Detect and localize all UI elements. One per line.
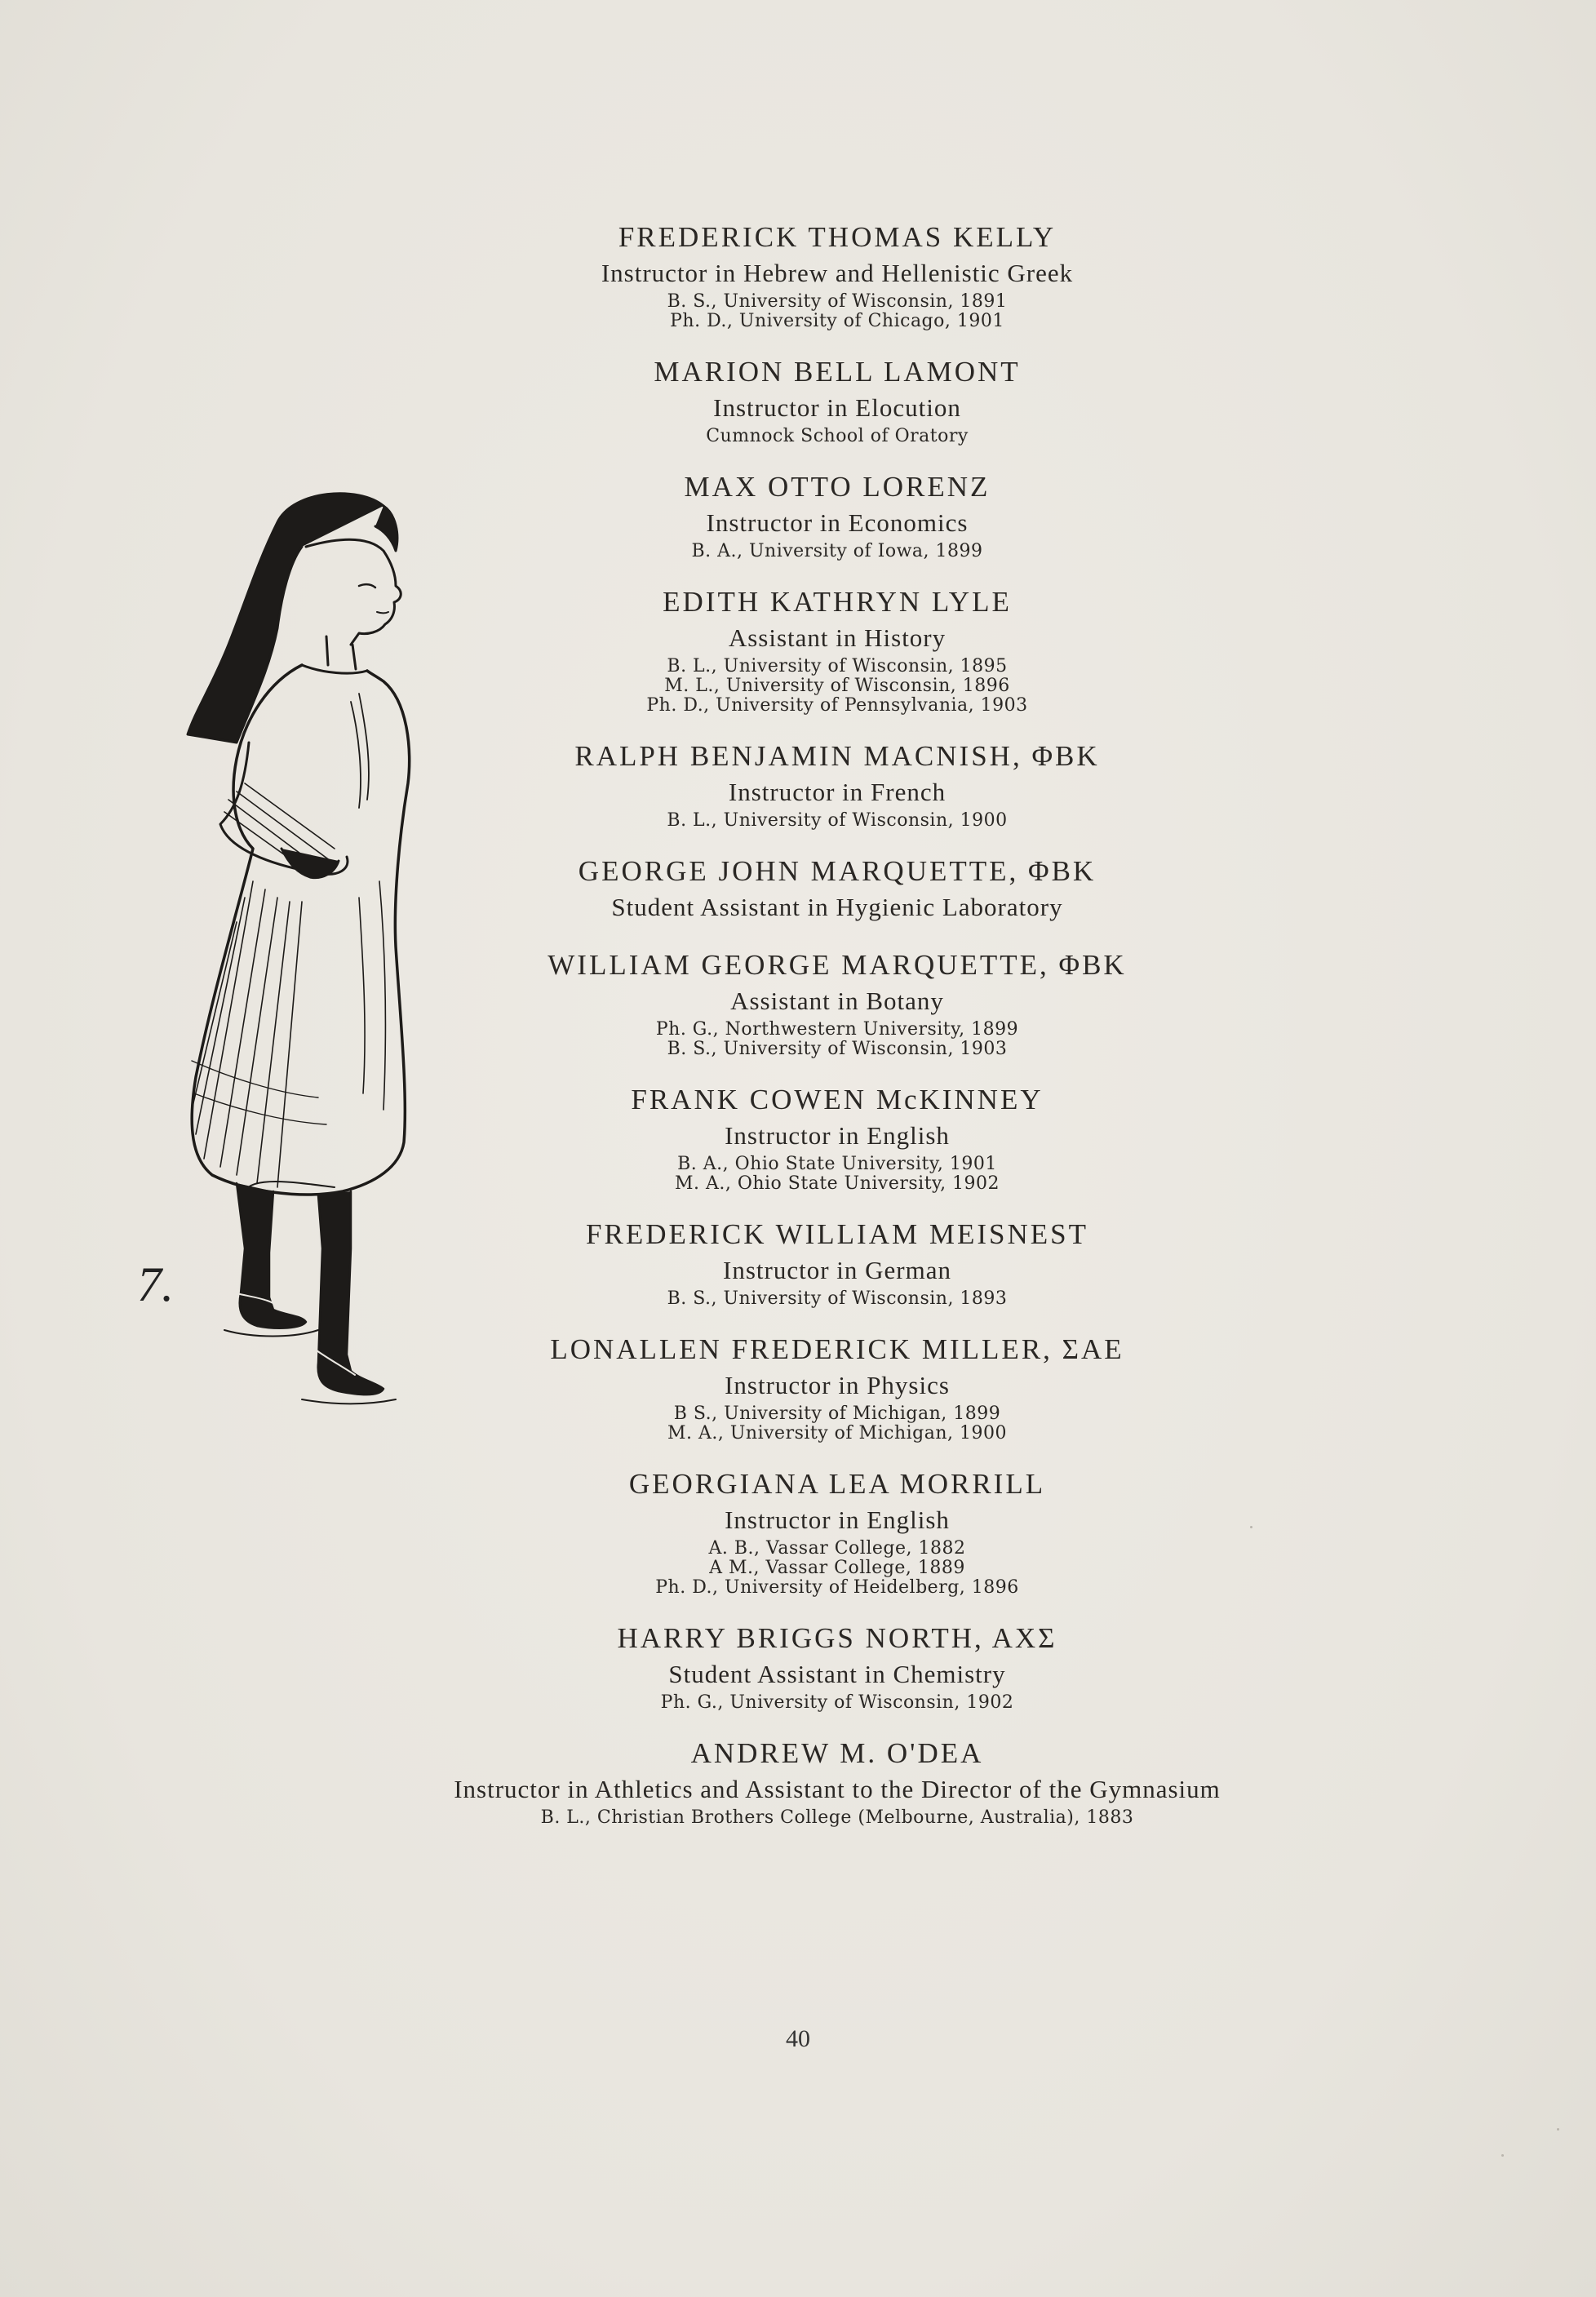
faculty-degrees <box>348 811 1327 831</box>
faculty-degrees <box>348 1155 1327 1194</box>
faculty-name: MARION BELL LAMONT <box>654 356 1021 388</box>
degree-line: A. B., Vassar College, 1882 <box>708 1538 966 1559</box>
faculty-title: Instructor in Hebrew and Hellenistic Greek <box>601 259 1074 287</box>
faculty-title: Assistant in Botany <box>730 987 944 1015</box>
faculty-title: Instructor in Elocution <box>713 393 961 422</box>
degree-line: Ph. G., Northwestern University, 1899 <box>655 1019 1019 1040</box>
faculty-entry <box>348 1331 1327 1443</box>
degree-line: B. A., Ohio State University, 1901 <box>677 1154 997 1174</box>
faculty-title: Student Assistant in Chemistry <box>668 1660 1006 1688</box>
faculty-degrees <box>348 1808 1327 1828</box>
sketch-mark: 7. <box>137 1257 174 1311</box>
faculty-entry <box>348 468 1327 561</box>
faculty-entry <box>348 1216 1327 1309</box>
faculty-title: Instructor in Economics <box>706 508 969 537</box>
faculty-title: Instructor in Physics <box>725 1371 950 1399</box>
degree-line: B. S., University of Wisconsin, 1893 <box>667 1288 1008 1309</box>
faculty-name: FRANK COWEN McKINNEY <box>631 1084 1044 1115</box>
faculty-name: WILLIAM GEORGE MARQUETTE, ΦBK <box>548 949 1127 981</box>
faculty-title: Instructor in French <box>728 778 947 806</box>
faculty-name: GEORGIANA LEA MORRILL <box>628 1468 1046 1500</box>
degree-line: B. S., University of Wisconsin, 1891 <box>667 291 1008 312</box>
faculty-degrees <box>348 292 1327 331</box>
faculty-title: Assistant in History <box>728 623 947 652</box>
faculty-name: HARRY BRIGGS NORTH, AXΣ <box>617 1622 1057 1654</box>
faculty-name: LONALLEN FREDERICK MILLER, ΣAE <box>550 1333 1124 1365</box>
degree-line: A M., Vassar College, 1889 <box>709 1558 965 1578</box>
faculty-name: EDITH KATHRYN LYLE <box>663 586 1012 618</box>
paper-speck <box>1250 1526 1252 1528</box>
faculty-name: FREDERICK WILLIAM MEISNEST <box>586 1218 1088 1250</box>
faculty-entry <box>348 1081 1327 1194</box>
degree-line: B. L., University of Wisconsin, 1895 <box>667 656 1008 676</box>
sketch-legs <box>237 1183 306 1328</box>
faculty-name: GEORGE JOHN MARQUETTE, ΦBK <box>578 855 1097 887</box>
faculty-degrees <box>348 1289 1327 1309</box>
paper-speck <box>1557 2128 1559 2131</box>
faculty-entry <box>348 853 1327 925</box>
degree-line: B. L., University of Wisconsin, 1900 <box>667 810 1008 831</box>
degree-line: Ph. D., University of Pennsylvania, 1903 <box>646 695 1028 716</box>
faculty-degrees <box>348 542 1327 561</box>
faculty-entry <box>348 1620 1327 1713</box>
degree-line: M. A., University of Michigan, 1900 <box>667 1423 1007 1443</box>
faculty-list <box>348 219 1327 1850</box>
degree-line: Ph. G., University of Wisconsin, 1902 <box>660 1692 1014 1713</box>
degree-line: Ph. D., University of Heidelberg, 1896 <box>655 1577 1019 1598</box>
faculty-title: Instructor in English <box>725 1505 950 1534</box>
faculty-degrees <box>348 1539 1327 1598</box>
faculty-entry <box>348 219 1327 331</box>
faculty-entry <box>348 947 1327 1059</box>
faculty-entry <box>348 738 1327 831</box>
faculty-entry <box>348 353 1327 446</box>
faculty-entry <box>348 1466 1327 1598</box>
degree-line: B. A., University of Iowa, 1899 <box>691 541 983 561</box>
page-number: 40 <box>786 2025 810 2052</box>
degree-line: B S., University of Michigan, 1899 <box>673 1403 1001 1424</box>
faculty-title: Instructor in Athletics and Assistant to the Director of the Gymnasium <box>454 1775 1221 1803</box>
faculty-name: ANDREW M. O'DEA <box>690 1737 984 1769</box>
faculty-degrees <box>348 427 1327 446</box>
faculty-name: RALPH BENJAMIN MACNISH, ΦBK <box>574 740 1100 772</box>
degree-line: B. L., Christian Brothers College (Melbourne, Australia), 1883 <box>540 1807 1134 1828</box>
faculty-name: FREDERICK THOMAS KELLY <box>618 221 1057 253</box>
degree-line: Ph. D., University of Chicago, 1901 <box>670 311 1004 331</box>
faculty-title: Instructor in German <box>723 1256 951 1284</box>
faculty-degrees <box>348 1020 1327 1059</box>
degree-line: Cumnock School of Oratory <box>706 426 969 446</box>
faculty-title: Instructor in English <box>725 1121 950 1150</box>
faculty-degrees <box>348 1404 1327 1443</box>
degree-line: B. S., University of Wisconsin, 1903 <box>667 1039 1008 1059</box>
faculty-entry <box>348 583 1327 716</box>
faculty-name: MAX OTTO LORENZ <box>684 471 991 503</box>
degree-line: M. A., Ohio State University, 1902 <box>674 1173 1000 1194</box>
degree-line: M. L., University of Wisconsin, 1896 <box>664 676 1010 696</box>
faculty-degrees <box>348 657 1327 716</box>
faculty-entry <box>348 1735 1327 1828</box>
faculty-title: Student Assistant in Hygienic Laboratory <box>611 893 1063 921</box>
faculty-degrees <box>348 1693 1327 1713</box>
paper-speck <box>1501 2154 1504 2157</box>
